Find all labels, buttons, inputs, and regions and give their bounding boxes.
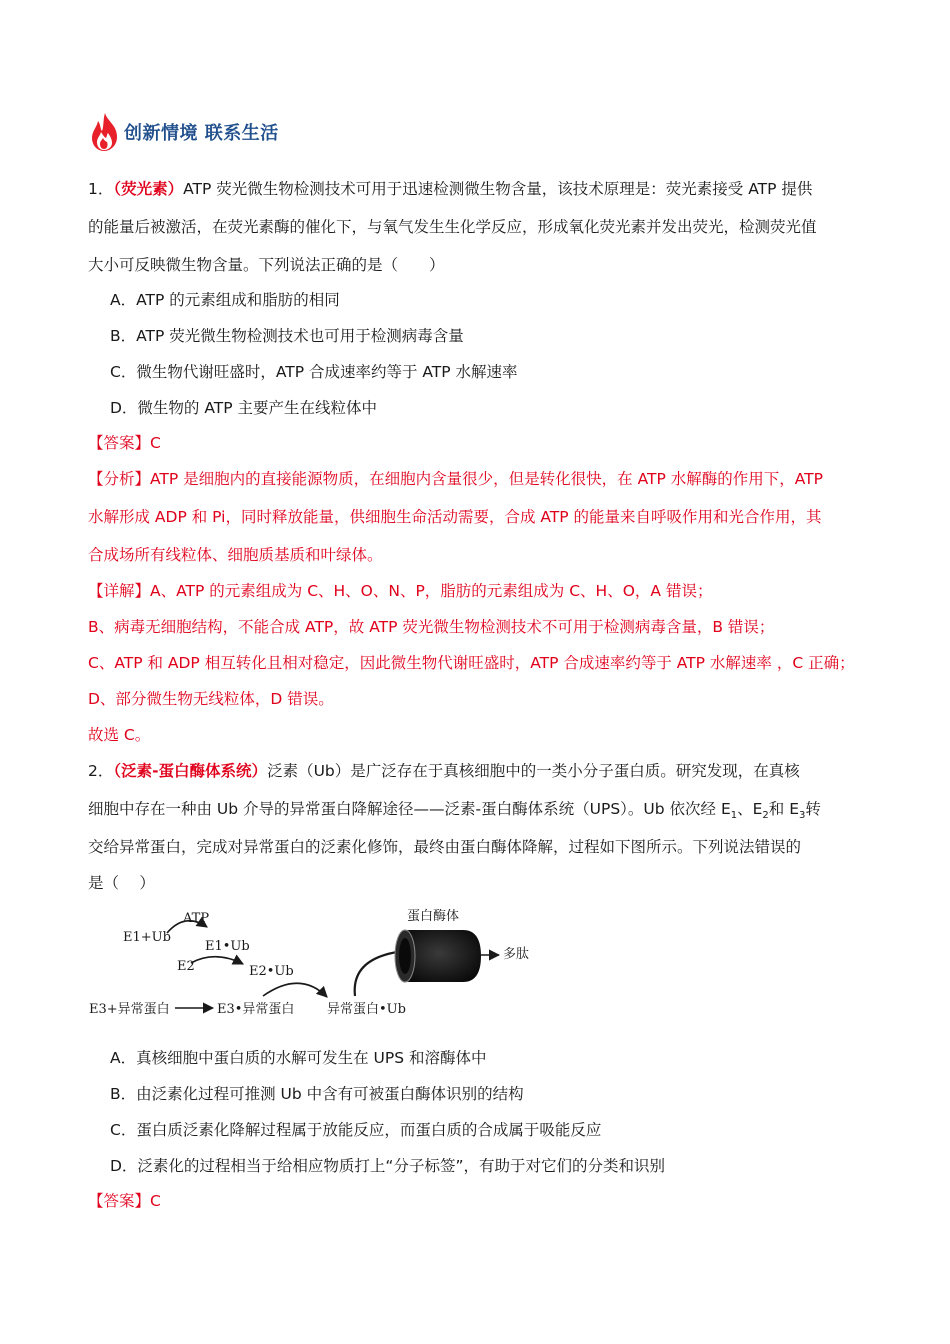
q2-stem-line-2-part-a: 细胞中存在一种由 Ub 介导的异常蛋白降解途径——泛素-蛋白酶体系统（UPS）。Ub 依次经 E: [88, 800, 731, 818]
q1-option-b: B．ATP 荧光微生物检测技术也可用于检测病毒含量: [110, 327, 464, 345]
q2-answer: [88, 1190, 161, 1212]
q1-conclusion: 故选 C。: [88, 726, 151, 744]
substrate-entry-line: [355, 952, 397, 996]
proteasome-icon: [395, 930, 481, 982]
label-proteasome: 蛋白酶体: [407, 909, 460, 924]
q1-stem-line-1: [88, 178, 812, 200]
q1-option-c: C．微生物代谢旺盛时，ATP 合成速率约等于 ATP 水解速率: [110, 363, 518, 381]
q1-analysis-line-2: 水解形成 ADP 和 Pi，同时释放能量，供细胞生命活动需要，合成 ATP 的能量来自呼吸作用和光合作用，其: [88, 508, 822, 526]
analysis-label: 【分析】: [88, 470, 151, 488]
answer-label: 【答案】: [88, 1192, 151, 1210]
label-e1-ub: E1+Ub: [123, 930, 171, 945]
q1-analysis-line-1: [88, 468, 823, 490]
q2-stem-line-2: [88, 798, 821, 827]
q1-tag: （荧光素）: [113, 180, 184, 198]
label-e2: E2: [177, 959, 195, 974]
q2-option-c: C．蛋白质泛素化降解过程属于放能反应，而蛋白质的合成属于吸能反应: [110, 1121, 602, 1139]
q1-number: 1．: [88, 180, 114, 198]
q1-stem-text: ATP 荧光微生物检测技术可用于迅速检测微生物含量，该技术原理是：荧光素接受 ATP 提供: [183, 180, 813, 198]
q2-stem-line-3: 交给异常蛋白，完成对异常蛋白的泛素化修饰，最终由蛋白酶体降解，过程如下图所示。下列说法错误的: [88, 838, 802, 856]
answer-value: C: [150, 1192, 161, 1210]
q1-answer: [88, 432, 161, 454]
detail-label: 【详解】: [88, 582, 151, 600]
subscript-2: 2: [762, 810, 769, 822]
label-e2-dot-ub: E2•Ub: [249, 964, 294, 979]
q2-stem-line-1: [88, 760, 800, 782]
flame-icon: [88, 112, 122, 152]
label-e1-dot-ub: E1•Ub: [205, 939, 250, 954]
label-e3-complex: E3•异常蛋白: [217, 1002, 295, 1017]
detail-text: A、ATP 的元素组成为 C、H、O、N、P，脂肪的元素组成为 C、H、O，A 错误；: [150, 582, 713, 600]
q1-detail-line-3: C、ATP 和 ADP 相互转化且相对稳定，因此微生物代谢旺盛时，ATP 合成速率约等于 ATP 水解速率 ，C 正确；: [88, 654, 855, 672]
q2-tag: （泛素-蛋白酶体系统）: [113, 762, 268, 780]
q2-stem-line-2-part-d: 转: [805, 800, 821, 818]
q2-number: 2．: [88, 762, 114, 780]
section-title: 创新情境 联系生活: [124, 123, 279, 144]
ups-pathway-diagram: [85, 900, 545, 1028]
q1-analysis-line-3: 合成场所有线粒体、细胞质基质和叶绿体。: [88, 546, 383, 564]
q1-detail-line-2: B、病毒无细胞结构，不能合成 ATP，故 ATP 荧光微生物检测技术不可用于检测病毒含量，B 错误；: [88, 618, 775, 636]
label-e3-start: E3+异常蛋白: [89, 1002, 170, 1017]
q1-option-a: A．ATP 的元素组成和脂肪的相同: [110, 291, 340, 309]
analysis-text: ATP 是细胞内的直接能源物质，在细胞内含量很少，但是转化很快，在 ATP 水解酶的作用下，ATP: [150, 470, 823, 488]
label-peptide: 多肽: [503, 947, 530, 962]
arrow-ub-to-substrate: [263, 983, 327, 997]
q1-stem-line-2: 的能量后被激活，在荧光素酶的催化下，与氧气发生生化学反应，形成氧化荧光素并发出荧光，检测荧光值: [88, 218, 817, 236]
q2-stem-line-2-part-b: 、E: [737, 800, 763, 818]
q1-stem-line-3: 大小可反映微生物含量。下列说法正确的是（ ）: [88, 256, 445, 274]
arrow-e2-transfer: [191, 957, 243, 964]
q1-detail-line-1: [88, 580, 712, 602]
q1-option-d: D．微生物的 ATP 主要产生在线粒体中: [110, 399, 378, 417]
section-header: [88, 112, 279, 152]
answer-label: 【答案】: [88, 434, 151, 452]
subscript-1: 1: [730, 810, 738, 822]
label-atp: ATP: [183, 911, 210, 926]
q2-stem-line-4: 是（ ）: [88, 874, 155, 892]
q2-stem-text: 泛素（Ub）是广泛存在于真核细胞中的一类小分子蛋白质。研究发现，在真核: [267, 762, 800, 780]
q1-detail-line-4: D、部分微生物无线粒体，D 错误。: [88, 690, 334, 708]
q2-stem-line-2-part-c: 和 E: [768, 800, 800, 818]
answer-value: C: [150, 434, 161, 452]
subscript-3: 3: [799, 810, 806, 822]
q2-option-b: B．由泛素化过程可推测 Ub 中含有可被蛋白酶体识别的结构: [110, 1085, 524, 1103]
q2-option-a: A．真核细胞中蛋白质的水解可发生在 UPS 和溶酶体中: [110, 1049, 487, 1067]
label-product: 异常蛋白•Ub: [327, 1002, 406, 1017]
q2-option-d: D．泛素化的过程相当于给相应物质打上“分子标签”，有助于对它们的分类和识别: [110, 1157, 665, 1175]
